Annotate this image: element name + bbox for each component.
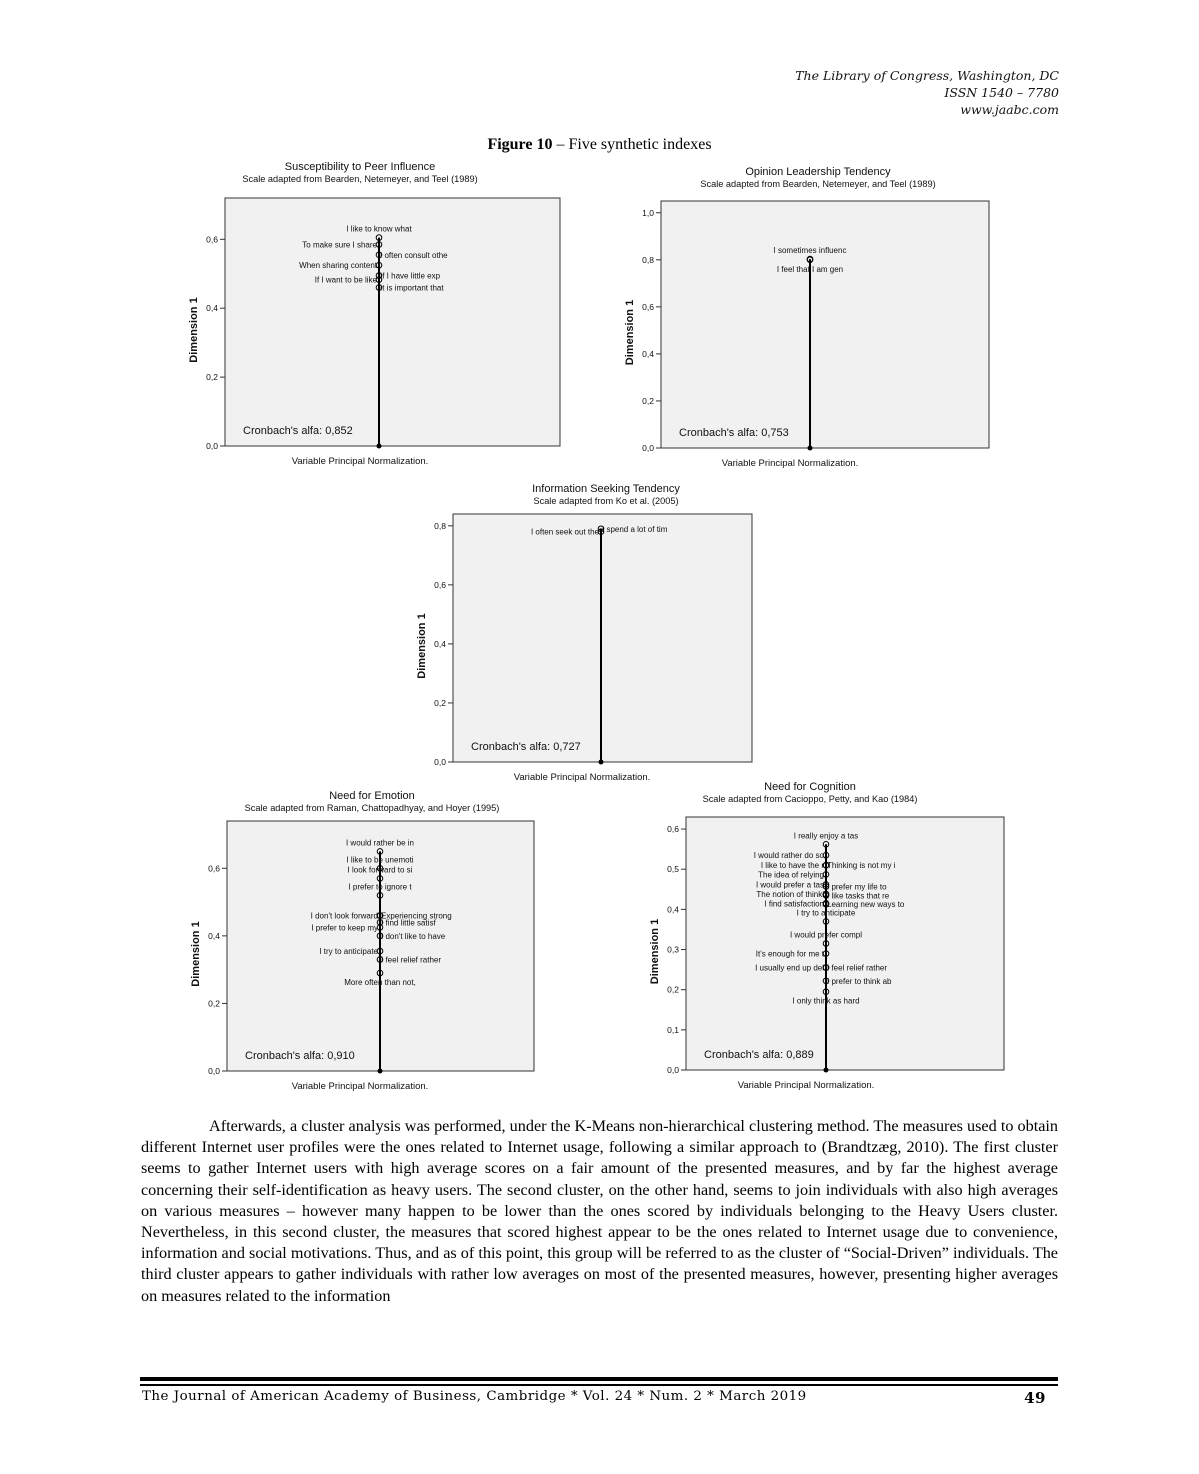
y-tick-label: 0,4	[642, 348, 654, 359]
item-label: I often consult othe	[380, 250, 448, 260]
figure-label: Figure 10	[487, 136, 553, 153]
origin-point	[599, 760, 604, 765]
plot-area	[686, 817, 1004, 1070]
figure-caption: – Five synthetic indexes	[552, 136, 712, 153]
chart-title: Need for Cognition	[764, 781, 856, 793]
origin-point	[377, 444, 382, 449]
chart-information-seeking	[413, 480, 793, 785]
item-label: I like to know what	[346, 224, 412, 234]
y-tick-label: 0,4	[434, 638, 446, 649]
item-label: Learning new ways to	[827, 900, 905, 910]
y-tick-label: 0,5	[667, 864, 679, 875]
item-label: I would prefer compl	[789, 930, 863, 940]
item-label: To make sure I share	[302, 240, 377, 250]
item-label: I find satisfaction	[764, 899, 824, 909]
footer-journal: The Journal of American Academy of Business, Cambridge * Vol. 24 * Num. 2 * March 2019	[142, 1389, 807, 1404]
item-label: I would rather do so	[753, 851, 824, 861]
chart-need-for-cognition	[640, 778, 1040, 1092]
item-label: I like to have the r	[760, 861, 824, 871]
item-label: I like tasks that re	[827, 891, 890, 901]
chart-subtitle: Scale adapted from Ko et al. (2005)	[533, 496, 679, 506]
item-label: I sometimes influenc	[773, 246, 847, 256]
y-tick-label: 0,2	[642, 395, 654, 406]
origin-point	[378, 1069, 383, 1074]
item-label: The notion of thinki	[756, 890, 824, 900]
item-label: More often than not,	[344, 978, 416, 988]
item-label: I only think as hard	[792, 996, 860, 1006]
y-tick-label: 0,3	[667, 944, 679, 955]
y-axis-label: Dimension 1	[188, 297, 200, 363]
running-header	[795, 67, 1059, 118]
cronbach-alpha: Cronbach's alfa: 0,753	[679, 427, 789, 439]
figure-title	[0, 136, 1199, 154]
y-tick-label: 0,0	[208, 1066, 220, 1076]
page-footer	[142, 1389, 1046, 1407]
item-label: I would prefer a tas	[755, 880, 824, 890]
item-label: I prefer to think ab	[827, 976, 892, 986]
origin-point	[808, 446, 813, 451]
cronbach-alpha: Cronbach's alfa: 0,889	[704, 1049, 814, 1061]
chart-opinion-leadership	[620, 163, 1020, 473]
header-line-2: ISSN 1540 – 7780	[944, 85, 1059, 100]
chart-title: Opinion Leadership Tendency	[745, 166, 891, 178]
chart-title: Need for Emotion	[329, 790, 415, 802]
item-label: I would rather be in	[345, 838, 415, 848]
y-tick-label: 0,0	[206, 441, 218, 451]
y-tick-label: 0,2	[667, 984, 679, 995]
item-label: When sharing content	[299, 261, 377, 271]
item-label: I usually end up del	[755, 963, 824, 973]
y-tick-label: 0,4	[206, 303, 218, 314]
item-label: I prefer my life to	[827, 882, 887, 892]
footer-rule-thin	[140, 1384, 1058, 1386]
chart-subtitle: Scale adapted from Bearden, Netemeyer, and Teel (1989)	[700, 179, 936, 189]
y-tick-label: 0,2	[206, 372, 218, 383]
item-label: I don't look forward	[310, 911, 378, 921]
y-tick-label: 0,8	[434, 520, 446, 531]
y-tick-label: 0,2	[434, 697, 446, 708]
y-tick-label: 0,4	[208, 930, 220, 941]
item-label: It's enough for me t	[755, 949, 824, 959]
y-tick-label: 0,4	[667, 904, 679, 915]
y-tick-label: 0,0	[667, 1065, 679, 1075]
y-axis-label: Dimension 1	[649, 918, 661, 985]
header-line-1: The Library of Congress, Washington, DC	[795, 68, 1059, 83]
body-paragraph: Afterwards, a cluster analysis was performed, under the K-Means non-hierarchical clustering method. The measures used to obtain different Internet user profiles were the ones related to Internet usage, following a similar approach to (Brandtzæg, 2010). The first cluster seems to gather Internet users with high average scores on a fair amount of the presented measures, and by far the highest average concerning their self-identification as heavy users. The second cluster, on the other hand, seems to join individuals with also high averages on various measures – however many happen to be lower than the ones scored by individuals belonging to the Heavy Users cluster. Nevertheless, in this second cluster, the measures that scored highest appear to be the ones related to Internet usage due to convenience, information and social motivations. Thus, and as of this point, this group will be referred to as the cluster of “Social-Driven” individuals. The third cluster appears to gather individuals with rather low averages on most of the presented measures, however, presenting higher averages on measures related to the information	[141, 1117, 1058, 1305]
item-label: I look forward to si	[347, 865, 413, 875]
cronbach-alpha: Cronbach's alfa: 0,910	[245, 1050, 355, 1062]
cronbach-alpha: Cronbach's alfa: 0,852	[243, 425, 353, 437]
item-label: I don't like to have	[381, 931, 446, 941]
item-label: I like to be unemoti	[346, 855, 414, 865]
y-tick-label: 0,6	[208, 863, 220, 874]
y-tick-label: 0,6	[667, 824, 679, 835]
x-axis-label: Variable Principal Normalization.	[291, 1081, 429, 1092]
y-tick-label: 0,2	[208, 998, 220, 1009]
x-axis-label: Variable Principal Normalization.	[737, 1080, 875, 1091]
plot-area	[453, 514, 752, 762]
x-axis-label: Variable Principal Normalization.	[291, 456, 429, 467]
chart-subtitle: Scale adapted from Raman, Chattopadhyay, and Hoyer (1995)	[244, 803, 500, 813]
y-tick-label: 0,8	[642, 254, 654, 265]
chart-title: Susceptibility to Peer Influence	[284, 161, 436, 173]
item-label: I feel relief rather	[381, 955, 442, 965]
plot-area	[225, 198, 560, 446]
item-label: It is important that	[380, 283, 444, 293]
x-axis-label: Variable Principal Normalization.	[721, 458, 859, 469]
item-label: I spend a lot of tim	[602, 524, 668, 534]
y-tick-label: 0,0	[642, 443, 654, 453]
item-label: Experiencing strong	[381, 911, 452, 921]
x-axis-label: Variable Principal Normalization.	[513, 772, 651, 783]
item-label: I prefer to keep my	[311, 923, 378, 933]
item-label: I try to anticipate	[319, 947, 378, 957]
y-tick-label: 1,0	[642, 207, 654, 218]
y-axis-label: Dimension 1	[624, 299, 636, 366]
item-label: I feel that I am gen	[776, 264, 844, 274]
item-label: The idea of relying	[758, 870, 824, 880]
cronbach-alpha: Cronbach's alfa: 0,727	[471, 741, 581, 753]
item-label: I prefer to ignore t	[348, 882, 412, 892]
y-tick-label: 0,6	[642, 301, 654, 312]
y-tick-label: 0,1	[667, 1024, 679, 1035]
chart-peer-influence	[180, 158, 580, 473]
origin-point	[824, 1068, 829, 1073]
item-label: If I have little exp	[380, 271, 441, 281]
chart-title: Information Seeking Tendency	[532, 483, 680, 495]
item-label: I really enjoy a tas	[793, 831, 859, 841]
item-label: I find little satisf	[381, 918, 436, 928]
y-axis-label: Dimension 1	[190, 921, 202, 987]
chart-subtitle: Scale adapted from Bearden, Netemeyer, and Teel (1989)	[242, 174, 478, 184]
body-text	[141, 1116, 1058, 1307]
header-line-3: www.jaabc.com	[960, 102, 1059, 117]
item-label: I try to anticipate	[796, 908, 856, 918]
footer-rule-thick	[140, 1377, 1058, 1381]
y-tick-label: 0,6	[206, 234, 218, 245]
item-label: Thinking is not my i	[827, 861, 896, 871]
item-label: If I want to be like	[314, 275, 377, 285]
plot-area	[661, 201, 989, 448]
item-label: I feel relief rather	[827, 963, 888, 973]
chart-need-for-emotion	[180, 787, 580, 1092]
y-tick-label: 0,0	[434, 757, 446, 767]
chart-subtitle: Scale adapted from Cacioppo, Petty, and Kao (1984)	[702, 794, 918, 804]
y-tick-label: 0,6	[434, 579, 446, 590]
y-axis-label: Dimension 1	[416, 613, 428, 679]
item-label: I often seek out the	[530, 527, 599, 537]
page-number: 49	[1024, 1389, 1046, 1407]
